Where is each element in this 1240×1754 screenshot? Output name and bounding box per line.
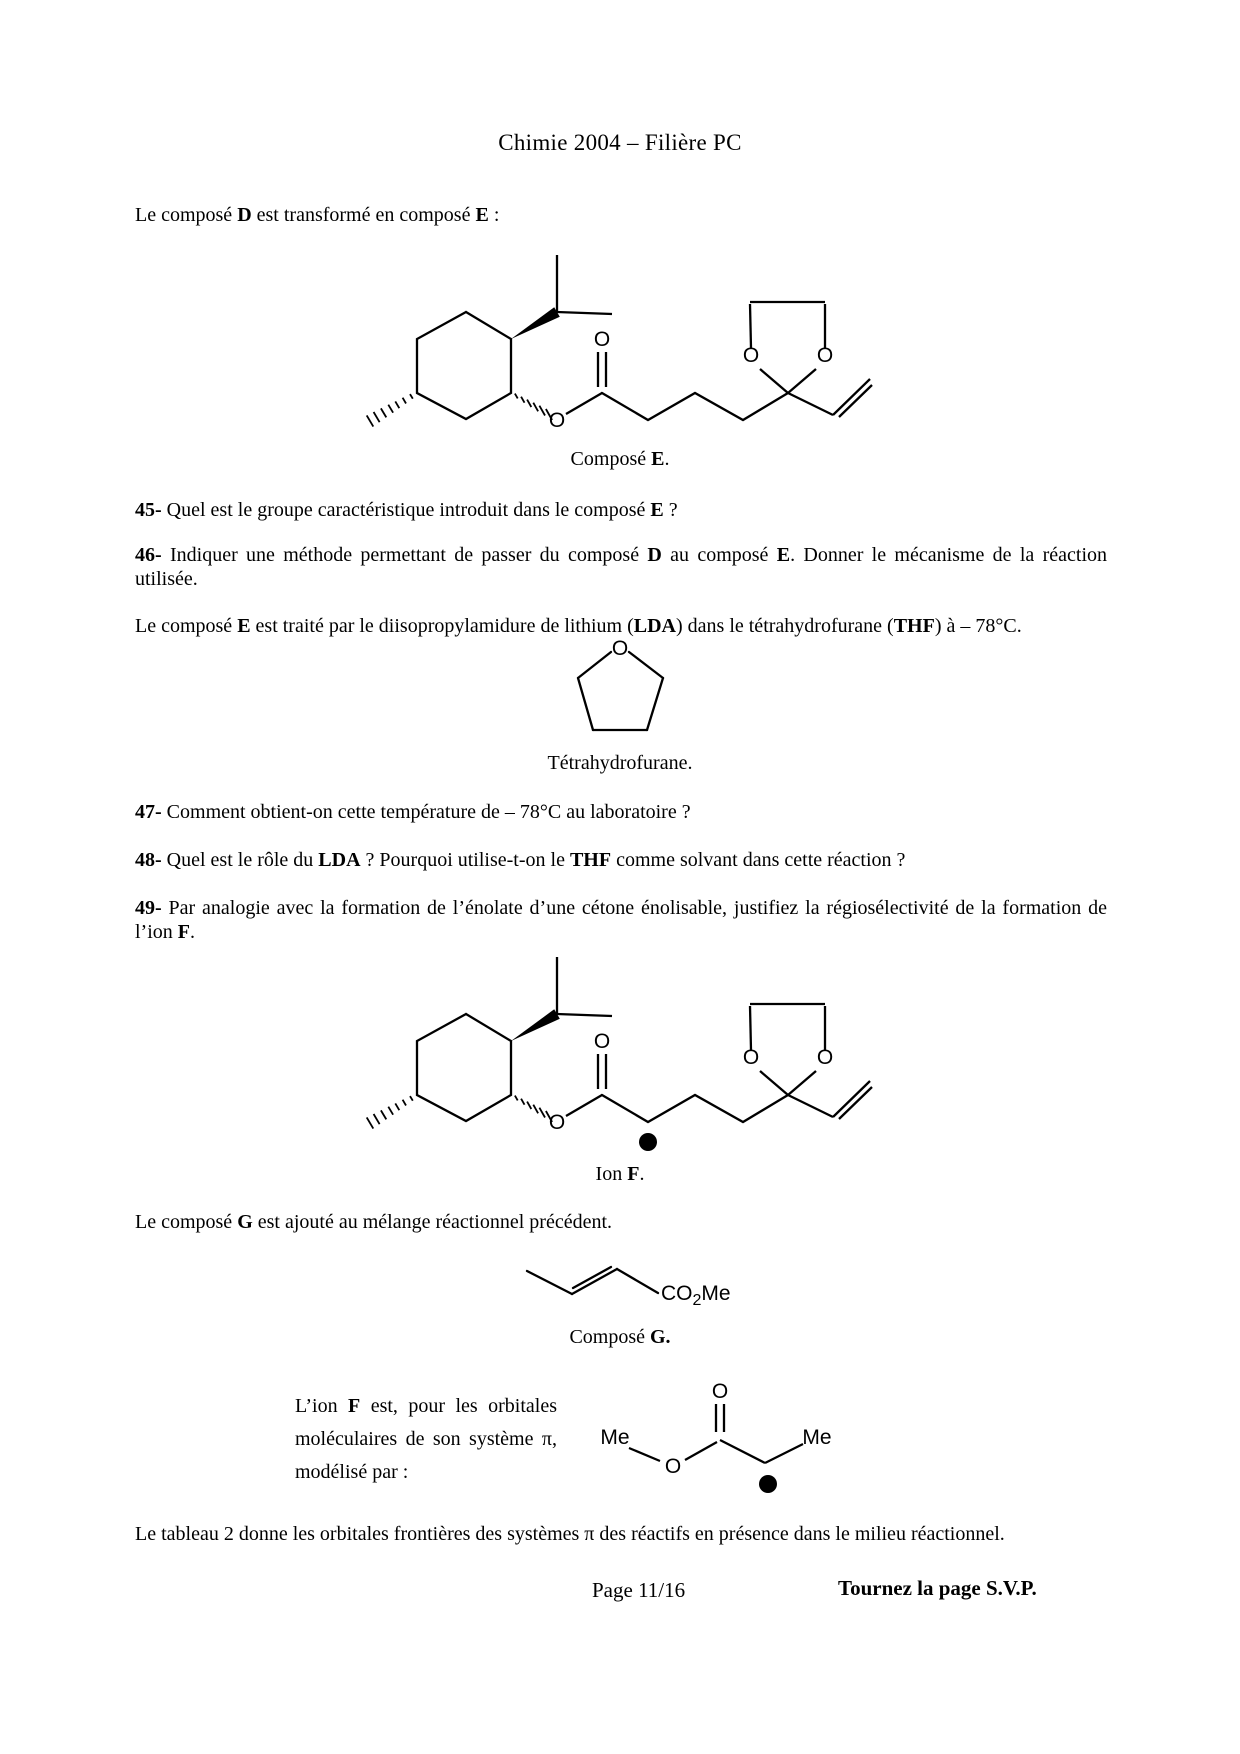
- thf-ring: [578, 652, 663, 730]
- carbonyl-double-bond: [716, 1404, 724, 1432]
- alkyl-chain: [602, 393, 788, 420]
- question-45: 45- Quel est le groupe caractéristique introduit dans le composé E ?: [135, 499, 678, 521]
- lda-paragraph: Le composé E est traité par le diisopropylamidure de lithium (LDA) dans le tétrahydrofurane (THF) à – 78°C.: [135, 615, 1022, 637]
- crotonate-skeleton: [527, 1267, 658, 1294]
- carbanion-charge-icon: [759, 1475, 777, 1493]
- question-number: 48-: [135, 849, 162, 871]
- atom-label-o-dioxolane-left: O: [742, 1046, 760, 1069]
- alkyl-chain: [602, 1095, 788, 1122]
- cyclohexane-ring: [417, 312, 511, 419]
- page-title: Chimie 2004 – Filière PC: [498, 130, 742, 155]
- ion-f-structure: [300, 927, 880, 1162]
- ion-f-caption: Ion F.: [595, 1163, 645, 1185]
- hashed-methyl-bond: [367, 1096, 413, 1129]
- isopropyl-group: [511, 255, 612, 339]
- vinyl-double-bond: [788, 379, 872, 417]
- compound-g-caption: Composé G.: [569, 1326, 671, 1348]
- page-number: Page 11/16: [592, 1578, 686, 1602]
- atom-label-o: O: [611, 637, 629, 660]
- bold-wedge-bond: [511, 307, 560, 339]
- isopropyl-group: [511, 957, 612, 1041]
- vinyl-double-bond: [788, 1081, 872, 1119]
- question-48: 48- Quel est le rôle du LDA ? Pourquoi utilise-t-on le THF comme solvant dans cette réaction ?: [135, 849, 906, 871]
- tableau-paragraph: Le tableau 2 donne les orbitales frontières des systèmes π des réactifs en présence dans le milieu réactionnel.: [135, 1523, 1005, 1545]
- carbanion-charge-icon: [639, 1133, 657, 1151]
- atom-label-me-left: Me: [600, 1426, 630, 1449]
- turn-page-notice: Tournez la page S.V.P.: [838, 1576, 1037, 1600]
- thf-structure: [550, 632, 690, 747]
- question-number: 47-: [135, 801, 162, 823]
- atom-label-o-dioxolane-left: O: [742, 344, 760, 367]
- question-49: 49- Par analogie avec la formation de l’énolate d’une cétone énolisable, justifiez la régiosélectivité de la formation de l’ion F.: [135, 897, 1107, 943]
- compound-g-structure: [500, 1243, 760, 1318]
- dioxolane-ring: [743, 1004, 833, 1095]
- carbonyl-double-bond: [598, 1054, 606, 1089]
- question-number: 46-: [135, 544, 162, 566]
- question-47: 47- Comment obtient-on cette température de – 78°C au laboratoire ?: [135, 801, 691, 823]
- hashed-ester-bond: [515, 1096, 552, 1122]
- hashed-ester-bond: [515, 394, 552, 420]
- intro-paragraph: Le composé D est transformé en composé E :: [135, 204, 500, 226]
- question-number: 49-: [135, 897, 162, 919]
- atom-label-o-carbonyl: O: [593, 328, 611, 351]
- ester-group-label: $CO_2Me$: [661, 1282, 731, 1309]
- atom-label-me-right: Me: [802, 1426, 832, 1449]
- atom-label-o-dioxolane-right: O: [816, 344, 834, 367]
- atom-label-o-ester: O: [548, 409, 566, 432]
- hashed-methyl-bond: [367, 394, 413, 427]
- question-46: 46- Indiquer une méthode permettant de passer du composé D au composé E. Donner le mécanisme de la réaction utilisée.: [135, 544, 1107, 590]
- question-number: 45-: [135, 499, 162, 521]
- atom-label-o-carbonyl: O: [711, 1380, 729, 1403]
- bold-wedge-bond: [511, 1009, 560, 1041]
- compound-e-structure: [300, 225, 880, 445]
- model-paragraph: L’ion F est, pour les orbitales moléculaires de son système π, modélisé par :: [295, 1395, 557, 1483]
- carbonyl-double-bond: [598, 352, 606, 387]
- model-enolate-structure: [555, 1372, 855, 1512]
- compound-e-caption: Composé E.: [570, 448, 670, 470]
- atom-label-o-dioxolane-right: O: [816, 1046, 834, 1069]
- thf-caption: Tétrahydrofurane.: [547, 752, 693, 774]
- atom-label-o-ester: O: [664, 1455, 682, 1478]
- atom-label-o-ester: O: [548, 1111, 566, 1134]
- compound-g-paragraph: Le composé G est ajouté au mélange réactionnel précédent.: [135, 1211, 613, 1233]
- cyclohexane-ring: [417, 1014, 511, 1121]
- dioxolane-ring: [743, 302, 833, 393]
- atom-label-o-carbonyl: O: [593, 1030, 611, 1053]
